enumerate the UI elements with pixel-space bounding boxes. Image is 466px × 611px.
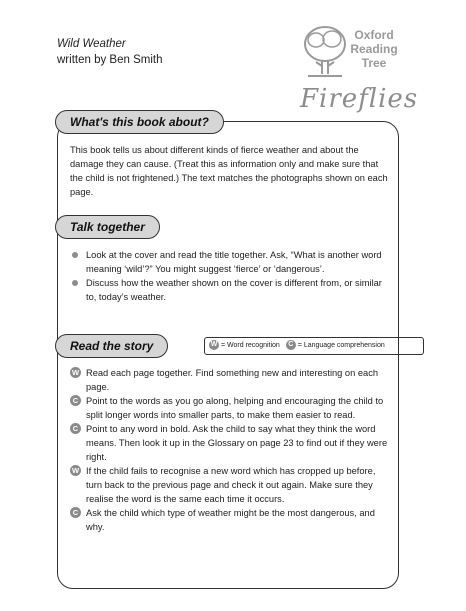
list-item xyxy=(70,276,392,304)
book-author: written by Ben Smith xyxy=(57,54,163,66)
badge-legend xyxy=(204,337,424,355)
bullet-text: Look at the cover and read the title together. Ask, “What is another word meaning ‘wild’?” You might suggest ‘fierce’ or ‘dangerous’. xyxy=(86,250,382,274)
logo-wordmark xyxy=(349,28,399,70)
oxford-reading-tree-logo xyxy=(300,22,440,112)
list-item xyxy=(70,506,390,534)
read-items xyxy=(70,366,390,534)
about-text: This book tells us about different kinds of fierce weather and about the damage they can cause. (Treat this as information only and make sure that the child is not frightened.) The text matches the photographs shown on each page. xyxy=(70,145,388,197)
list-item xyxy=(70,422,390,464)
list-item xyxy=(70,394,390,422)
logo-line-reading: Reading xyxy=(350,42,398,56)
w-badge-icon: W xyxy=(210,341,218,349)
item-text: If the child fails to recognise a new word which has cropped up before, turn back to the previous page and check it out again. Make sure they realise the word is the same each time it occurs. xyxy=(86,466,376,504)
tree-icon xyxy=(300,22,350,80)
bullet-dot xyxy=(72,252,78,258)
item-text: Read each page together. Find something new and interesting on each page. xyxy=(86,368,379,392)
item-text: Point to any word in bold. Ask the child to say what they think the word means. Then look it up in the Glossary on page 23 to find out if they were right. xyxy=(86,424,388,462)
logo-line-oxford: Oxford xyxy=(354,28,394,42)
legend-word-recognition: = Word recognition xyxy=(221,342,280,349)
c-badge-icon: C xyxy=(286,340,296,350)
list-item xyxy=(70,248,392,276)
c-badge-icon: C xyxy=(70,423,81,434)
bullet-dot xyxy=(72,280,78,286)
talk-heading: Talk together xyxy=(55,215,160,239)
book-title: Wild Weather xyxy=(57,38,126,50)
about-heading: What's this book about? xyxy=(55,110,224,134)
w-badge-icon: W xyxy=(71,368,80,377)
list-item xyxy=(70,366,390,394)
logo-line-tree: Tree xyxy=(361,56,387,70)
c-badge-icon: C xyxy=(70,395,81,406)
c-badge-icon: C xyxy=(70,507,81,518)
talk-bullets xyxy=(70,248,392,304)
series-name: Fireflies xyxy=(300,84,419,114)
w-badge-icon: W xyxy=(71,466,80,475)
bullet-text: Discuss how the weather shown on the cover is different from, or similar to, today’s weather. xyxy=(86,278,382,302)
legend-language-comprehension: = Language comprehension xyxy=(297,342,385,349)
item-text: Ask the child which type of weather might be the most dangerous, and why. xyxy=(86,508,375,532)
list-item xyxy=(70,464,390,506)
item-text: Point to the words as you go along, helping and encouraging the child to split longer words into smaller parts, to make them easier to read. xyxy=(86,396,384,420)
read-heading: Read the story xyxy=(55,334,168,358)
